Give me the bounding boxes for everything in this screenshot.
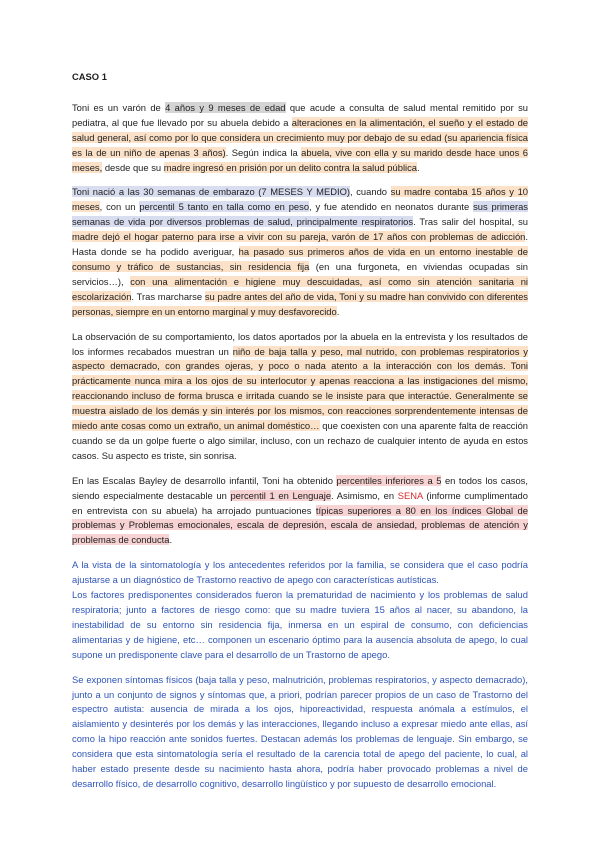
highlight-living-situation: abuela, vive con ella y su marido desde hace unos 6 meses, bbox=[72, 146, 528, 173]
text-run: (en una furgoneta, en viviendas ocupadas sin servicios…), bbox=[72, 260, 528, 287]
risk-factors-text: Los factores predisponentes considerados fueron la prematuridad de nacimiento y los problemas de salud respiratoria; junto a factores de riesgo como: que su madre tuviera 15 años al nacer, su abandono, la inestabilidad de su entorno sin residencia fija, inmersa en un espiral de consumo, con deficiencias alimentarias y de higiene, etc… componen un escenario óptimo para la ausencia absoluta de apego, lo cual supone un predisponente clave para el desarrollo de un Trastorno de apego. bbox=[72, 589, 528, 660]
diagnosis-text: A la vista de la sintomatología y los antecedentes referidos por la familia, se considera que el caso podría ajustarse a un diagnóstico de Trastorno reactivo de apego con características autísticas. bbox=[72, 559, 528, 586]
paragraph-diagnosis bbox=[72, 558, 528, 662]
text-run: . bbox=[169, 534, 173, 546]
text-run: . bbox=[336, 305, 340, 317]
text-run: . Tras marcharse bbox=[131, 290, 205, 302]
text-run: En las Escalas Bayley de desarrollo infantil, Toni ha obtenido bbox=[72, 474, 337, 486]
text-run: Toni es un varón de bbox=[72, 101, 166, 113]
highlight-language-percentile: percentil 1 en Lenguaje bbox=[230, 489, 332, 501]
text-run: , cuando bbox=[350, 186, 391, 198]
sena-label: SENA bbox=[397, 489, 423, 501]
highlight-mother-age: su madre contaba 15 años y 10 meses bbox=[72, 186, 528, 213]
highlight-age: 4 años y 9 meses de edad bbox=[165, 101, 286, 113]
text-run: , con un bbox=[99, 201, 140, 213]
case-title: CASO 1 bbox=[72, 71, 107, 82]
highlight-percentile-birth: percentil 5 tanto en talla como en peso bbox=[139, 201, 310, 213]
highlight-behavior: niño de baja talla y peso, mal nutrido, con problemas respiratorios y aspecto demacrado, con grandes ojeras, y poco o nada atento a la interacción con los demás. Toni prácticamente nunca mira a los ojos de su interlocutor y apenas reacciona a las instigaciones del mismo, reaccionando incluso de forma brusca e irritada cuando se le insiste para que interactúe. Generalmente se muestra aislado de los demás y sin interés por los mismos, con reacciones sorprendentemente intensas de miedo ante cosas como un extraño, un animal doméstico… bbox=[72, 345, 528, 432]
highlight-percentiles: percentiles inferiores a 5 bbox=[336, 474, 442, 486]
highlight-symptoms: alteraciones en la alimentación, el sueño y el estado de salud general, así como por lo que considera un crecimiento muy por debajo de su edad (su apariencia física es la de un niño de apenas 3 años) bbox=[72, 116, 529, 158]
symptoms-analysis-text: Se exponen síntomas físicos (baja talla y peso, malnutrición, problemas respiratorios, y aspecto demacrado), junto a un conjunto de signos y síntomas que, a priori, podrían parecer propios de un caso de Trastorno del espectro autista: ausencia de mirada a los ojos, hiporeactividad, respuesta anómala a estímulos, el aislamiento y desinterés por los demás y las interacciones, llegando incluso a expresar miedo ante ellas, así como la hipo reacción ante sonidos fuertes. Destacan además los problemas de lenguaje. Sin embargo, se considera que esta sintomatología sería el resultado de la carencia total de apego del paciente, lo cual, al haber estado presente desde su nacimiento hasta ahora, podría haber provocado problemas a nivel de desarrollo físico, de desarrollo cognitivo, desarrollo lingüístico y por supuesto de desarrollo emocional. bbox=[72, 673, 528, 789]
paragraph-history bbox=[72, 185, 528, 319]
text-run: . Hasta donde se ha podido averiguar, bbox=[72, 231, 528, 258]
text-run: , y fue atendido en neonatos durante bbox=[309, 201, 474, 213]
text-run: . Asimismo, en bbox=[331, 489, 398, 501]
paragraph-symptoms-analysis bbox=[72, 673, 528, 792]
highlight-father-left: su padre antes del año de vida, Toni y su madre han convivido con diferentes personas, siempre en un entorno marginal y muy desfavorecido bbox=[72, 290, 528, 317]
text-run: . bbox=[417, 161, 420, 173]
text-run: . Tras salir del hospital, su bbox=[413, 216, 528, 228]
highlight-unstable-environment: ha pasado sus primeros años de vida en un entorno inestable de consumo y tráfico de sustancias, sin residencia fija bbox=[72, 246, 528, 272]
text-run: que acude a consulta de salud mental remitido por su pediatra, al que fue llevado por su abuela debido a bbox=[72, 101, 528, 128]
document-body bbox=[72, 70, 528, 802]
text-run: (informe cumplimentado en entrevista con su abuela) ha arrojado puntuaciones bbox=[72, 489, 528, 516]
text-run: que coexisten con una aparente falta de reacción cuando se da un golpe fuerte o algo similar, incluso, con un rechazo de cualquier intento de ayuda en estos casos. Su aspecto es triste, sin sonrisa. bbox=[72, 420, 529, 461]
text-run: . Según indica la bbox=[225, 146, 302, 158]
highlight-sena-scores: típicas superiores a 80 en los índices Global de problemas y Problemas emocionales, escala de depresión, escala de ansiedad, problemas de atención y problemas de conducta bbox=[72, 504, 528, 546]
highlight-neglect: con una alimentación e higiene muy descuidadas, así como sin atención sanitaria ni escolarización bbox=[72, 275, 528, 302]
text-run: en todos los casos, siendo especialmente destacable un bbox=[72, 474, 528, 501]
text-run: desde que su bbox=[102, 161, 164, 173]
paragraph-patient-intro bbox=[72, 101, 528, 176]
highlight-mother-left: madre dejó el hogar paterno para irse a vivir con su pareja, varón de 17 años con problemas de adicción bbox=[72, 231, 526, 243]
text-run: La observación de su comportamiento, los datos aportados por la abuela en la entrevista y los resultados de los informes recabados muestran un bbox=[72, 330, 528, 357]
highlight-premature-birth: Toni nació a las 30 semanas de embarazo (7 MESES Y MEDIO) bbox=[72, 186, 351, 198]
paragraph-tests bbox=[72, 474, 528, 549]
highlight-mother-prison: madre ingresó en prisión por un delito contra la salud pública bbox=[163, 161, 418, 173]
highlight-respiratory: sus primeras semanas de vida por diversos problemas de salud, principalmente respiratorios bbox=[72, 201, 528, 228]
paragraph-observation bbox=[72, 330, 528, 464]
